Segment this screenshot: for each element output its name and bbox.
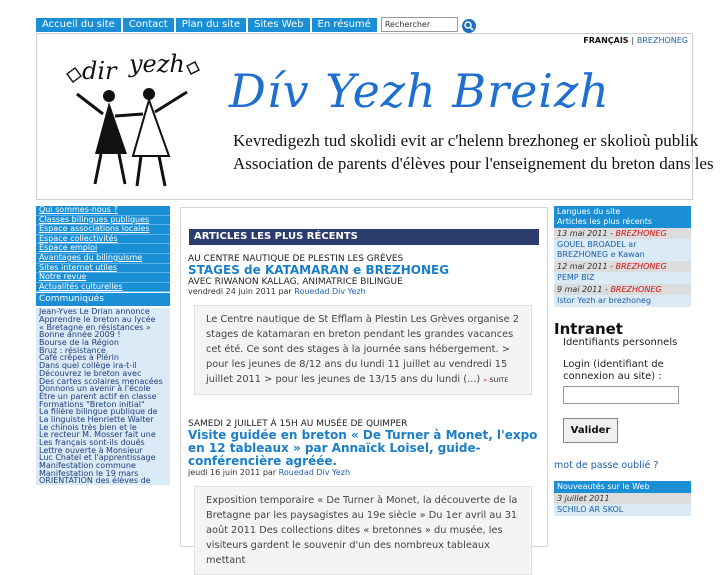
list-item[interactable]: Le chinois très bien et le xyxy=(36,424,170,432)
nav-tab-summary[interactable]: En résumé xyxy=(312,18,377,32)
recent-date-dash: - xyxy=(607,229,616,238)
list-item[interactable]: Découvrez le breton avec xyxy=(36,370,170,378)
left-sidebar xyxy=(36,206,170,545)
language-switcher xyxy=(583,36,688,45)
list-item[interactable]: Être un parent actif en classe xyxy=(36,393,170,401)
top-navigation xyxy=(36,17,476,32)
sidebar-item-sites[interactable]: Sites internet utiles xyxy=(36,264,170,274)
communiques-heading: Communiqués xyxy=(36,293,170,306)
recent-articles-header xyxy=(554,206,691,228)
sidebar-item-bilinguisme[interactable]: Avantages du bilinguisme xyxy=(36,254,170,264)
recent-date-text: 9 mai 2011 xyxy=(557,285,603,294)
list-item[interactable]: Luc Chatel et l'apprentissage xyxy=(36,454,170,462)
article-2 xyxy=(188,419,540,575)
nav-tab-home[interactable]: Accueil du site xyxy=(36,18,121,32)
recent-date-dash: - xyxy=(602,285,611,294)
article-by: par xyxy=(278,287,292,296)
list-item[interactable]: La filière bilingue publique de xyxy=(36,408,170,416)
list-item[interactable]: Manifestation le 19 mars xyxy=(36,470,170,478)
recent-date xyxy=(554,228,691,239)
read-more-label: SUITE xyxy=(489,376,509,384)
search-input[interactable]: Rechercher xyxy=(381,17,458,32)
article-excerpt-text: Le Centre nautique de St Efflam à Plestin Les Grèves organise 2 stages de katamaran en breton pendant les grandes vacances cet été. Ce sont des stages à la journée sans hébergement. > pour les jeunes de 8/12 ans du lundi 11 juillet au vendredi 15 juillet 2011 > pour les jeunes de 13/15 ans du lundi (...) xyxy=(206,314,519,385)
list-item[interactable]: Apprendre le breton au lycée xyxy=(36,316,170,324)
right-sidebar xyxy=(554,206,691,545)
web-news-link[interactable]: SCHILO AR SKOL xyxy=(554,504,691,516)
article-date: vendredi 24 juin 2011 xyxy=(188,287,276,296)
list-item[interactable]: Bruz : résistance xyxy=(36,347,170,355)
article-kicker: SAMEDI 2 JUILLET À 15H AU MUSÉE DE QUIMPER xyxy=(188,419,408,429)
recent-date xyxy=(554,261,691,272)
search-button[interactable] xyxy=(462,18,476,32)
article-author-link[interactable]: Rouedad Div Yezh xyxy=(278,468,351,477)
article-1 xyxy=(188,254,540,395)
list-item[interactable]: Lettre ouverte à Monsieur xyxy=(36,447,170,455)
recent-lang: BREZHONEG xyxy=(615,262,667,271)
nav-tab-websites[interactable]: Sites Web xyxy=(248,18,309,32)
list-item[interactable]: Jean-Yves Le Drian annonce xyxy=(36,308,170,316)
site-title: Dív Yezh Breizh xyxy=(229,64,610,118)
logo-dancers-icon[interactable] xyxy=(37,34,217,199)
site-languages-title: Langues du site xyxy=(557,207,621,216)
recent-date xyxy=(554,284,691,295)
article-author-link[interactable]: Rouedad Div Yezh xyxy=(294,287,366,296)
list-item[interactable]: ORIENTATION des élèves de xyxy=(36,477,170,485)
article-date: jeudi 16 juin 2011 xyxy=(188,468,261,477)
web-news-title: Nouveautés sur le Web xyxy=(554,481,691,493)
slogan-french: Association de parents d'élèves pour l'enseignement du breton dans les xyxy=(233,154,714,173)
svg-text:yezh: yezh xyxy=(129,50,185,78)
list-item[interactable]: Donnons un avenir à l'école xyxy=(36,385,170,393)
recent-date-text: 13 mai 2011 xyxy=(557,229,608,238)
recent-article-link[interactable]: GOUEL BROADEL ar BREZHONEG e Kawan xyxy=(554,239,691,261)
identifiants-label: Identifiants personnels xyxy=(563,337,678,348)
sidebar-item-about[interactable]: Qui sommes-nous ? xyxy=(36,206,170,216)
lang-other-link[interactable]: BREZHONEG xyxy=(636,36,688,45)
main-content xyxy=(180,207,548,566)
sidebar-item-emploi[interactable]: Espace emploi xyxy=(36,244,170,254)
recent-article-link[interactable]: Istor Yezh ar brezhoneg xyxy=(554,295,691,307)
list-item[interactable]: La linguiste Henriette Walter xyxy=(36,416,170,424)
web-news-date: 3 juillet 2011 xyxy=(554,493,691,504)
slogan-breton: Kevredigezh tud skolidi evit ar c'helenn brezhoneg er skolioù publik xyxy=(233,131,699,150)
list-item[interactable]: Manifestation commune xyxy=(36,462,170,470)
list-item[interactable]: Les français sont-ils doués xyxy=(36,439,170,447)
svg-text:dir: dir xyxy=(82,57,117,85)
section-title: ARTICLES LES PLUS RÉCENTS xyxy=(189,229,539,245)
login-input[interactable] xyxy=(563,386,679,404)
article-excerpt xyxy=(194,305,532,395)
sidebar-item-actualites[interactable]: Actualités culturelles xyxy=(36,283,170,293)
article-kicker: AU CENTRE NAUTIQUE DE PLESTIN LES GRÈVES xyxy=(188,254,404,264)
search-icon xyxy=(462,19,476,33)
article-title-link[interactable]: Visite guidée en breton « De Turner à Monet, l'expo en 12 tableaux » par Annaïck Loisel, guide-conférencière agréée. xyxy=(188,428,538,468)
list-item[interactable]: Bourse de la Région xyxy=(36,339,170,347)
nav-tab-sitemap[interactable]: Plan du site xyxy=(176,18,246,32)
intranet-title: Intranet xyxy=(554,320,623,338)
sidebar-item-associations[interactable]: Espace associations locales xyxy=(36,225,170,235)
article-subtitle: AVEC RIWANON KALLAG, ANIMATRICE BILINGUE xyxy=(188,277,403,287)
read-more-arrow: » xyxy=(483,376,488,384)
read-more-link[interactable] xyxy=(483,376,508,384)
list-item[interactable]: Bonne année 2009 ! xyxy=(36,331,170,339)
list-item[interactable]: Café crêpes à Plérin xyxy=(36,354,170,362)
article-meta xyxy=(188,287,540,297)
login-label: Login (identifiant de connexion au site) : xyxy=(563,359,664,382)
sidebar-item-classes[interactable]: Classes bilingues publiques xyxy=(36,216,170,226)
recent-article-link[interactable]: PEMP BIZ xyxy=(554,272,691,284)
sidebar-item-revue[interactable]: Notre revue xyxy=(36,273,170,283)
list-item[interactable]: « Bretagne en résistances » xyxy=(36,324,170,332)
sidebar-item-collectivites[interactable]: Espace collectivités xyxy=(36,235,170,245)
list-item[interactable]: Formations "Breton initial" xyxy=(36,401,170,409)
nav-tab-contact[interactable]: Contact xyxy=(123,18,174,32)
lang-current: FRANÇAIS xyxy=(583,36,629,45)
article-meta xyxy=(188,468,540,478)
lang-separator: | xyxy=(631,36,635,45)
recent-articles-title: Articles les plus récents xyxy=(557,217,653,226)
forgot-password-link[interactable]: mot de passe oublié ? xyxy=(554,460,659,471)
communiques-list xyxy=(36,306,170,485)
article-by: par xyxy=(262,468,277,477)
recent-date-dash: - xyxy=(607,262,616,271)
recent-date-text: 12 mai 2011 xyxy=(557,262,608,271)
article-title-link[interactable]: STAGES de KATAMARAN e BREZHONEG xyxy=(188,263,450,277)
valider-button[interactable]: Valider xyxy=(563,418,618,443)
site-header xyxy=(36,33,714,200)
list-item[interactable]: Des cartes scolaires menacées xyxy=(36,378,170,386)
recent-lang: BREZHONEG xyxy=(615,229,667,238)
list-item[interactable]: Dans quel collège ira-t-il xyxy=(36,362,170,370)
recent-lang: BREZHONEG xyxy=(610,285,662,294)
article-excerpt: Exposition temporaire « De Turner à Monet, la découverte de la Bretagne par les paysagistes au 19e siècle » Du 1er avril au 31 août 2011 Des collections dites « bretonnes » du musée, les visiteurs gardent le souvenir d'un des nombreux tableaux mettant xyxy=(194,486,532,575)
list-item[interactable]: Le recteur M. Mosser fait une xyxy=(36,431,170,439)
